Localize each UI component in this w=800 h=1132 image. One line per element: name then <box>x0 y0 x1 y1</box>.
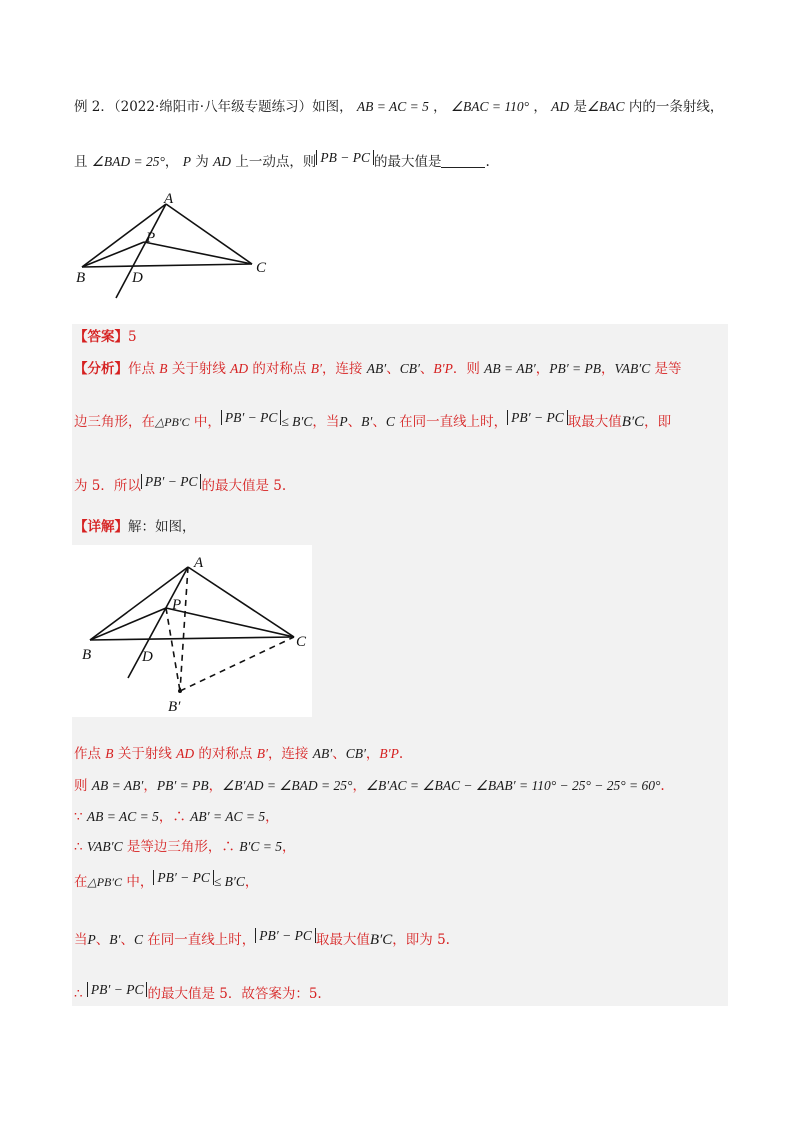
text: 的最大值是 5. <box>201 478 287 494</box>
problem-line-2 <box>74 150 490 171</box>
label-b: B <box>82 647 92 663</box>
text: 边三角形，在 <box>74 414 155 430</box>
text: 且 <box>74 154 88 170</box>
math: B′P <box>433 361 453 376</box>
math: B′C <box>369 932 393 948</box>
math: AB′ <box>312 746 333 761</box>
math: VAB′C <box>86 839 123 854</box>
text: ， <box>601 361 615 377</box>
solution-line-2 <box>74 777 665 795</box>
text: . <box>398 746 404 762</box>
text: 则 <box>74 778 92 794</box>
text: ∴ <box>74 839 87 855</box>
sep: ， <box>164 154 179 170</box>
abs-pbp-pc: PB′ − PC <box>221 410 282 425</box>
math: AB′ <box>366 361 387 376</box>
math: B <box>105 746 114 761</box>
text: ， <box>143 778 157 794</box>
math: C <box>385 414 395 429</box>
math: B′ <box>310 361 322 376</box>
solution-line-3 <box>74 808 279 826</box>
math: ≤ B′C <box>281 414 313 429</box>
text: 取最大值 <box>315 932 370 948</box>
text: 在同一直线上时， <box>142 932 256 948</box>
math: ∠B′AC = ∠BAC − ∠BAB′ = 110° − 25° − 25° = 60° <box>365 778 661 793</box>
solution-line-6 <box>74 928 450 949</box>
text: 上一动点，则 <box>231 154 317 170</box>
sep: ， <box>433 99 447 115</box>
abs-pbp-pc: PB′ − PC <box>255 928 316 943</box>
text: 作点 <box>128 361 160 377</box>
text: 的最大值是 <box>373 154 442 170</box>
label-p: P <box>172 597 182 613</box>
math: AB = AB′ <box>91 778 144 793</box>
geometry-figure-1 <box>74 190 274 300</box>
text: 、 <box>332 746 346 762</box>
text: ， <box>352 778 366 794</box>
text: ， <box>244 874 259 890</box>
math: AD <box>176 746 195 761</box>
text: 、 <box>95 932 110 948</box>
label-d: D <box>142 649 153 665</box>
text: ，即为 5. <box>392 932 450 948</box>
abs-pbp-pc: PB′ − PC <box>153 870 214 885</box>
abs-pbp-pc: PB′ − PC <box>507 410 568 425</box>
label-p: P <box>146 230 156 246</box>
sep: ， <box>533 99 547 115</box>
text: 的最大值是 5．故答案为：5. <box>147 986 322 1002</box>
text: . <box>485 154 490 170</box>
text: ，当 <box>312 414 340 430</box>
detail-tag: 【详解】 <box>74 519 128 535</box>
solution-line-1 <box>74 745 403 763</box>
point-bprime <box>178 689 182 693</box>
math: AD <box>230 361 249 376</box>
problem-prefix: 例 2．（2022·绵阳市·八年级专题练习）如图， <box>74 99 353 115</box>
label-c: C <box>296 634 307 650</box>
analysis-line-3 <box>74 474 286 495</box>
abs-pb-pc: PB − PC <box>316 150 374 165</box>
math: C <box>133 932 143 947</box>
text: 、 <box>419 361 434 377</box>
text: ， <box>535 361 550 377</box>
text: 在 <box>74 874 88 890</box>
math: AB′ = AC = 5 <box>190 809 266 824</box>
label-b: B <box>76 270 86 286</box>
text: 中， <box>189 414 221 430</box>
text: ， <box>365 746 380 762</box>
math: △PB′C <box>87 875 123 889</box>
text: ， <box>208 778 223 794</box>
text: 是 <box>569 99 587 115</box>
math: ≤ B′C <box>213 874 245 889</box>
problem-line-1 <box>74 98 723 116</box>
point-p: P <box>182 154 191 169</box>
text: 在同一直线上时， <box>394 414 508 430</box>
math: P <box>87 932 96 947</box>
solution-line-5 <box>74 870 258 891</box>
text: ，连接 <box>321 361 367 377</box>
abs-pbp-pc: PB′ − PC <box>141 474 202 489</box>
text: ∵ <box>74 809 87 825</box>
condition-angle-bac: ∠BAC = 110° <box>450 99 530 114</box>
analysis-line-1 <box>74 360 682 378</box>
math: CB′ <box>345 746 366 761</box>
analysis-line-2 <box>74 410 671 431</box>
math: B′C <box>621 414 645 430</box>
text: ，∴ <box>158 809 191 825</box>
text: 是等边三角形，∴ <box>122 839 240 855</box>
math: B′ <box>256 746 268 761</box>
angle-bac: ∠BAC <box>586 99 625 114</box>
text: 当 <box>74 932 88 948</box>
math: CB′ <box>399 361 420 376</box>
text: ∴ <box>74 986 87 1002</box>
text: 为 <box>190 154 214 170</box>
math: P <box>339 414 348 429</box>
math: PB′ = PB <box>549 361 602 376</box>
math: B′C = 5 <box>239 839 283 854</box>
condition-ab-ac: AB = AC = 5 <box>356 99 429 114</box>
abs-pbp-pc: PB′ − PC <box>87 982 148 997</box>
label-a: A <box>194 555 204 571</box>
text: . <box>660 778 665 794</box>
answer-value: 5 <box>128 329 137 345</box>
label-bprime: B′ <box>168 699 181 715</box>
text: 、 <box>386 361 400 377</box>
text: 为 5．所以 <box>74 478 141 494</box>
text: 、 <box>347 414 362 430</box>
math: VAB′C <box>614 361 651 376</box>
ray-ad: AD <box>551 99 570 114</box>
detail-head: 解：如图， <box>128 519 196 535</box>
text: 、 <box>372 414 386 430</box>
answer-tag: 【答案】 <box>74 329 128 345</box>
text: 取最大值 <box>567 414 622 430</box>
answer-blank <box>441 155 485 168</box>
text: 内的一条射线， <box>624 99 724 115</box>
math: AB = AB′ <box>484 361 536 376</box>
label-c: C <box>256 260 267 276</box>
condition-angle-bad: ∠BAD = 25° <box>91 154 165 169</box>
text: 的对称点 <box>194 746 257 762</box>
analysis-tag: 【分析】 <box>74 361 128 377</box>
label-a: A <box>164 191 174 207</box>
math: B′P <box>379 746 399 761</box>
text: 的对称点 <box>248 361 311 377</box>
text: ， <box>265 809 279 825</box>
math: B′ <box>361 414 373 429</box>
math: AB = AC = 5 <box>86 809 159 824</box>
text: 关于射线 <box>167 361 231 377</box>
text: 中， <box>122 874 154 890</box>
text: 关于射线 <box>113 746 177 762</box>
text: ，连接 <box>267 746 313 762</box>
text: ，即 <box>644 414 672 430</box>
ray-ad: AD <box>213 154 232 169</box>
answer-line <box>74 328 137 346</box>
math: △PB′C <box>155 415 190 429</box>
math: B′ <box>109 932 121 947</box>
solution-line-7 <box>74 982 322 1003</box>
text: 是等 <box>650 361 682 377</box>
text: ， <box>282 839 296 855</box>
math: ∠B′AD = ∠BAD = 25° <box>222 778 353 793</box>
geometry-figure-2 <box>72 545 312 717</box>
solution-line-4 <box>74 838 296 856</box>
math: PB′ = PB <box>156 778 209 793</box>
math: B <box>159 361 168 376</box>
label-d: D <box>132 270 143 286</box>
text: 作点 <box>74 746 106 762</box>
text: ．则 <box>452 361 485 377</box>
detail-line <box>74 518 196 536</box>
text: 、 <box>120 932 134 948</box>
